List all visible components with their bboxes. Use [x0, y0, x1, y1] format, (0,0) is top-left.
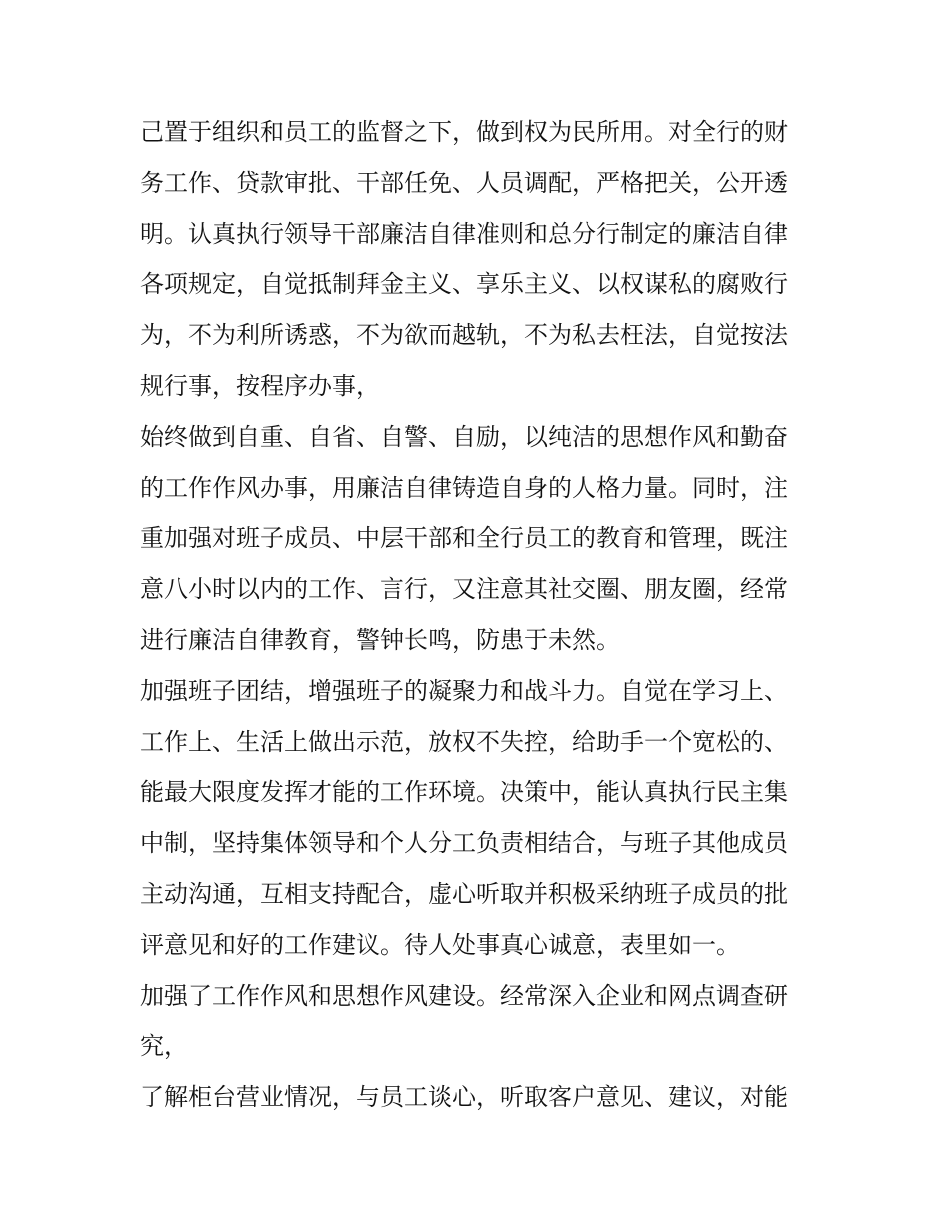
text-line-13: 工作上、生活上做出示范，放权不失控，给助手一个宽松的、 — [140, 727, 788, 756]
text-line-5: 为，不为利所诱惑，不为欲而越轨，不为私去枉法，自觉按法 — [140, 321, 788, 350]
text-line-4: 各项规定，自觉抵制拜金主义、享乐主义、以权谋私的腐败行 — [140, 270, 788, 299]
text-line-10: 意八小时以内的工作、言行，又注意其社交圈、朋友圈，经常 — [140, 575, 788, 604]
text-line-2: 务工作、贷款审批、干部任免、人员调配，严格把关，公开透 — [140, 168, 788, 197]
text-line-9: 重加强对班子成员、中层干部和全行员工的教育和管理，既注 — [140, 524, 788, 553]
text-line-18: 加强了工作作风和思想作风建设。经常深入企业和网点调查研 — [140, 981, 788, 1010]
document-body — [140, 107, 830, 1123]
text-line-14: 能最大限度发挥才能的工作环境。决策中，能认真执行民主集 — [140, 778, 788, 807]
text-line-19: 究， — [140, 1032, 188, 1061]
text-line-8: 的工作作风办事，用廉洁自律铸造自身的人格力量。同时，注 — [140, 473, 788, 502]
text-line-12: 加强班子团结，增强班子的凝聚力和战斗力。自觉在学习上、 — [140, 676, 788, 705]
text-line-6: 规行事，按程序办事， — [140, 371, 380, 400]
text-line-17: 评意见和好的工作建议。待人处事真心诚意，表里如一。 — [140, 930, 740, 959]
text-line-16: 主动沟通，互相支持配合，虚心听取并积极采纳班子成员的批 — [140, 879, 788, 908]
text-line-15: 中制，坚持集体领导和个人分工负责相结合，与班子其他成员 — [140, 829, 788, 858]
text-line-1: 己置于组织和员工的监督之下，做到权为民所用。对全行的财 — [140, 118, 788, 146]
text-line-3: 明。认真执行领导干部廉洁自律准则和总分行制定的廉洁自律 — [140, 219, 788, 248]
text-line-7: 始终做到自重、自省、自警、自励，以纯洁的思想作风和勤奋 — [140, 422, 788, 451]
text-line-11: 进行廉洁自律教育，警钟长鸣，防患于未然。 — [140, 625, 620, 654]
text-line-20: 了解柜台营业情况，与员工谈心，听取客户意见、建议，对能 — [140, 1083, 788, 1112]
